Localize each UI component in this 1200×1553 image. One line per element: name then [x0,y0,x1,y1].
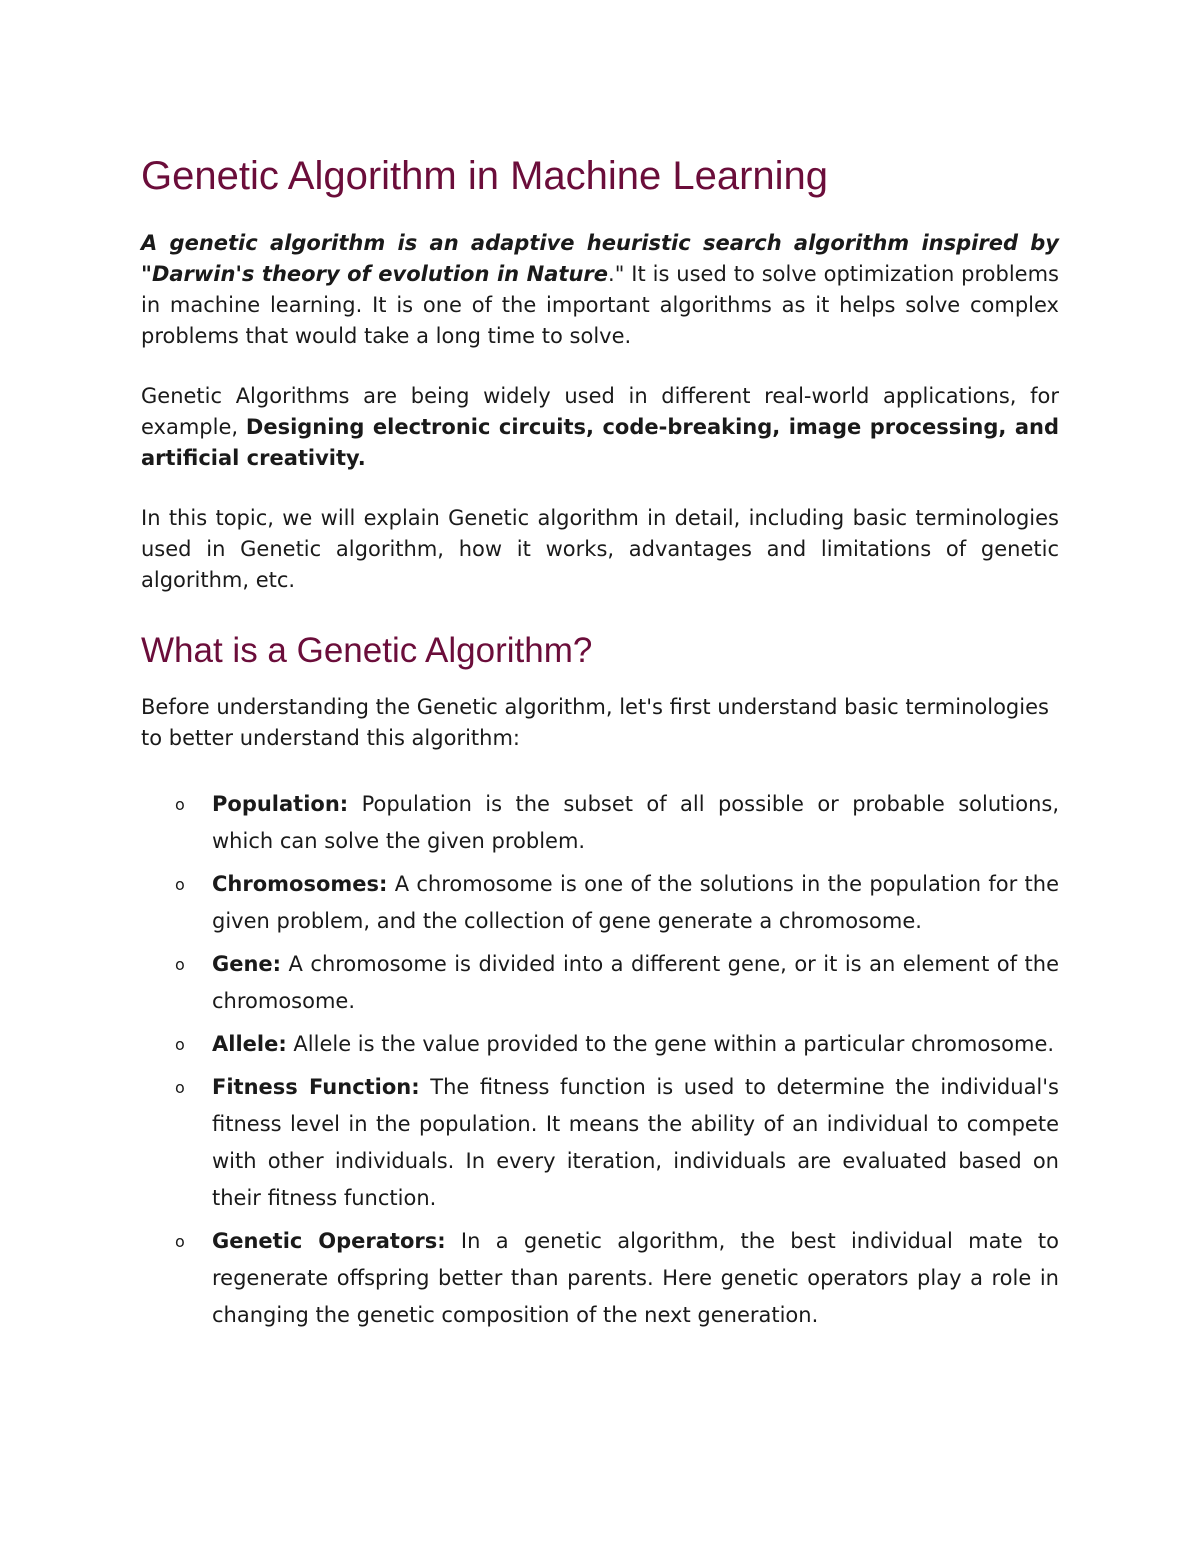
list-item [141,866,1059,940]
term-description: A chromosome is divided into a different gene, or it is an element of the chromosome. [212,952,1059,1013]
applications-text: Genetic Algorithms are being widely used in different real-world applications, for example, [141,384,1059,439]
list-item [141,786,1059,860]
term-label: Allele: [212,1032,287,1056]
term-label: Population: [212,792,349,816]
topic-paragraph: In this topic, we will explain Genetic algorithm in detail, including basic terminologies used in Genetic algorithm, how it works, advantages and limitations of genetic algorithm, etc. [141,506,1059,592]
term-description: The fitness function is used to determine the individual's fitness level in the population. It means the ability of an individual to compete with other individuals. In every iteration, individuals are evaluated based on their fitness function. [212,1075,1059,1210]
term-label: Genetic Operators: [212,1229,446,1253]
bullet-icon: o [175,1078,185,1097]
list-item [141,1026,1059,1063]
intro-paragraph [141,228,1059,352]
term-label: Chromosomes: [212,872,388,896]
bullet-icon: o [175,875,185,894]
term-description: Population is the subset of all possible or probable solutions, which can solve the given problem. [212,792,1059,853]
bullet-icon: o [175,795,185,814]
section-heading: What is a Genetic Algorithm? [141,631,593,670]
term-label: Gene: [212,952,282,976]
terminology-list [141,786,1059,1334]
bullet-icon: o [175,1232,185,1251]
section-intro-paragraph: Before understanding the Genetic algorithm, let's first understand basic terminologies to better understand this algorithm: [141,695,1049,750]
applications-paragraph [141,381,1059,474]
term-description: Allele is the value provided to the gene within a particular chromosome. [286,1032,1055,1056]
page-title: Genetic Algorithm in Machine Learning [141,154,829,198]
intro-lead-emphasis: A genetic algorithm is an adaptive heuristic search algorithm inspired by "Darwin's theory of evolution in Nature [141,231,1059,286]
term-description: A chromosome is one of the solutions in the population for the given problem, and the collection of gene generate a chromosome. [212,872,1059,933]
bullet-icon: o [175,955,185,974]
intro-lead-rest: ." It is used to solve optimization problems in machine learning. It is one of the important algorithms as it helps solve complex problems that would take a long time to solve. [141,262,1059,348]
applications-emphasis: Designing electronic circuits, code-breaking, image processing, and artificial creativity. [141,415,1059,470]
list-item [141,1069,1059,1217]
term-description: In a genetic algorithm, the best individual mate to regenerate offspring better than parents. Here genetic operators play a role in changing the genetic composition of the next generation. [212,1229,1060,1327]
list-item [141,1223,1059,1334]
list-item [141,946,1059,1020]
term-label: Fitness Function: [212,1075,420,1099]
bullet-icon: o [175,1035,185,1054]
document-page [141,150,1059,1340]
